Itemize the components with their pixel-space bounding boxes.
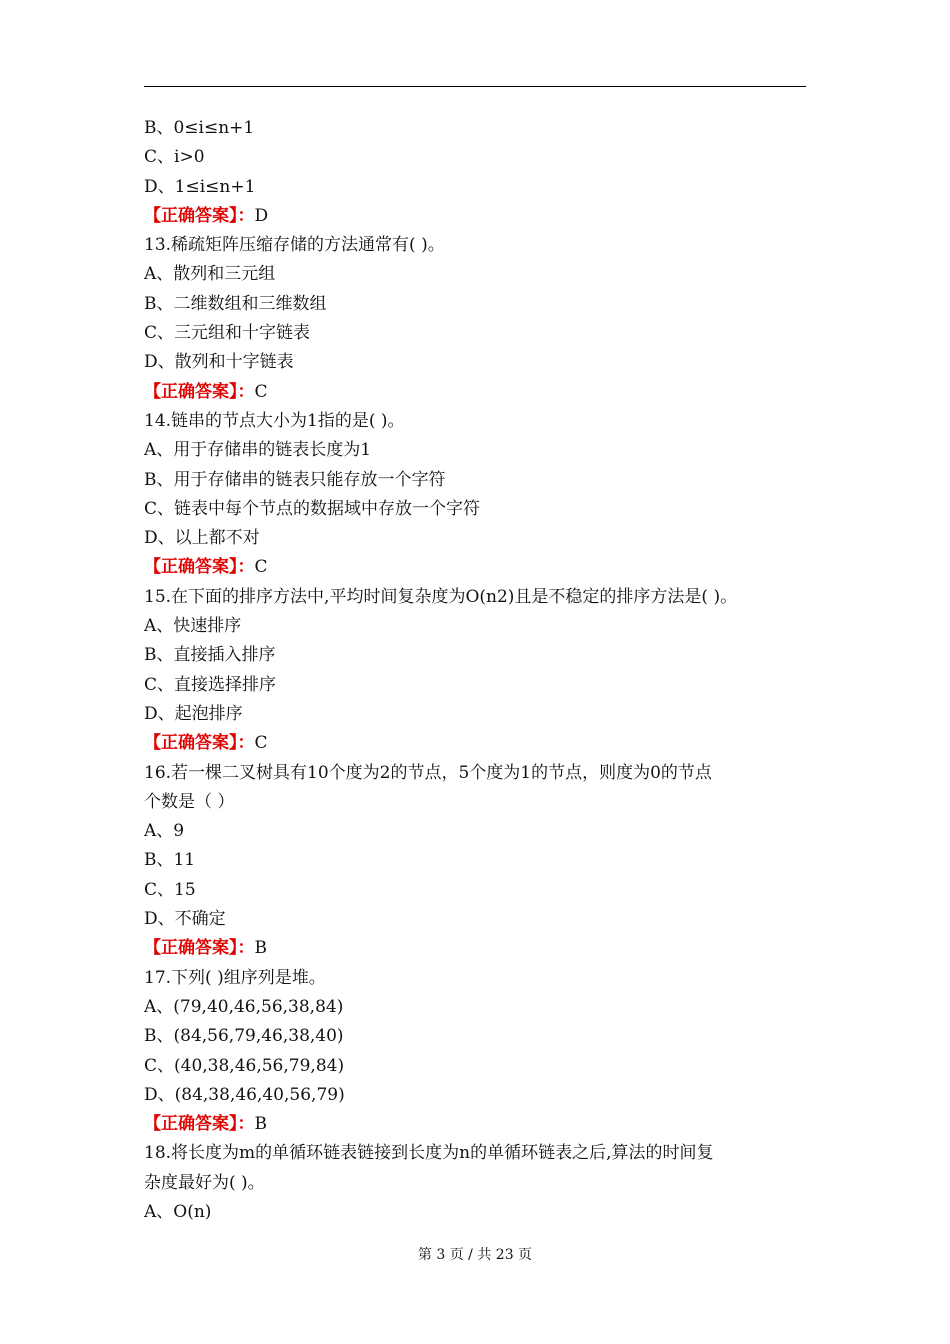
option-text: D、散列和十字链表 xyxy=(144,352,294,373)
answer-line xyxy=(144,934,814,963)
answer-label: 【正确答案】： xyxy=(144,733,255,754)
page-content xyxy=(144,114,814,1227)
option-text: A、9 xyxy=(144,821,185,842)
question-text: 个数是（ ） xyxy=(144,791,235,812)
header-rule xyxy=(144,86,806,87)
answer-value: C xyxy=(254,733,268,754)
option-text: C、直接选择排序 xyxy=(144,674,277,695)
option-text: B、0≤i≤n+1 xyxy=(144,118,255,138)
option-text: C、三元组和十字链表 xyxy=(144,323,311,344)
option-text: B、用于存储串的链表只能存放一个字符 xyxy=(144,469,446,490)
question-text: 18.将长度为m的单循环链表链接到长度为n的单循环链表之后,算法的时间复 xyxy=(144,1143,714,1164)
answer-line xyxy=(144,202,814,231)
answer-line xyxy=(144,553,814,582)
question-text: 14.链串的节点大小为1指的是( )。 xyxy=(144,410,405,431)
answer-line xyxy=(144,1110,814,1139)
answer-value: C xyxy=(254,381,268,402)
answer-label: 【正确答案】： xyxy=(144,205,255,226)
answer-label: 【正确答案】： xyxy=(144,938,255,959)
option-text: B、(84,56,79,46,38,40) xyxy=(144,1026,344,1047)
answer-value: B xyxy=(254,938,267,959)
option-text: A、快速排序 xyxy=(144,616,242,637)
answer-value: B xyxy=(254,1114,267,1135)
question-text: 17.下列( )组序列是堆。 xyxy=(144,967,326,988)
option-text: D、不确定 xyxy=(144,909,226,930)
answer-line xyxy=(144,729,814,758)
answer-value: C xyxy=(254,557,268,578)
option-text: A、O(n) xyxy=(144,1201,212,1222)
answer-label: 【正确答案】： xyxy=(144,1114,255,1135)
option-text: D、以上都不对 xyxy=(144,528,260,549)
option-text: B、直接插入排序 xyxy=(144,645,276,666)
answer-value: D xyxy=(254,205,269,226)
option-text: A、(79,40,46,56,38,84) xyxy=(144,996,344,1017)
question-text: 15.在下面的排序方法中,平均时间复杂度为O(n2)且是不稳定的排序方法是( )。 xyxy=(144,586,738,607)
question-text: 杂度最好为( )。 xyxy=(144,1172,265,1193)
option-text: C、链表中每个节点的数据域中存放一个字符 xyxy=(144,498,481,519)
option-text: A、用于存储串的链表长度为1 xyxy=(144,440,372,461)
question-text: 13.稀疏矩阵压缩存储的方法通常有( )。 xyxy=(144,235,445,256)
option-text: B、11 xyxy=(144,850,196,871)
option-text: D、(84,38,46,40,56,79) xyxy=(144,1084,345,1105)
option-text: C、15 xyxy=(144,879,196,900)
option-text: A、散列和三元组 xyxy=(144,264,276,285)
answer-label: 【正确答案】： xyxy=(144,381,255,402)
question-text: 16.若一棵二叉树具有10个度为2的节点，5个度为1的节点，则度为0的节点 xyxy=(144,762,712,783)
option-text: C、i>0 xyxy=(144,147,205,168)
option-text: B、二维数组和三维数组 xyxy=(144,293,327,314)
page-footer: 第 3 页 / 共 23 页 xyxy=(417,1247,533,1263)
option-text: D、1≤i≤n+1 xyxy=(144,176,256,197)
option-text: D、起泡排序 xyxy=(144,703,243,724)
option-text: C、(40,38,46,56,79,84) xyxy=(144,1055,345,1076)
answer-line xyxy=(144,378,814,407)
answer-label: 【正确答案】： xyxy=(144,557,255,578)
